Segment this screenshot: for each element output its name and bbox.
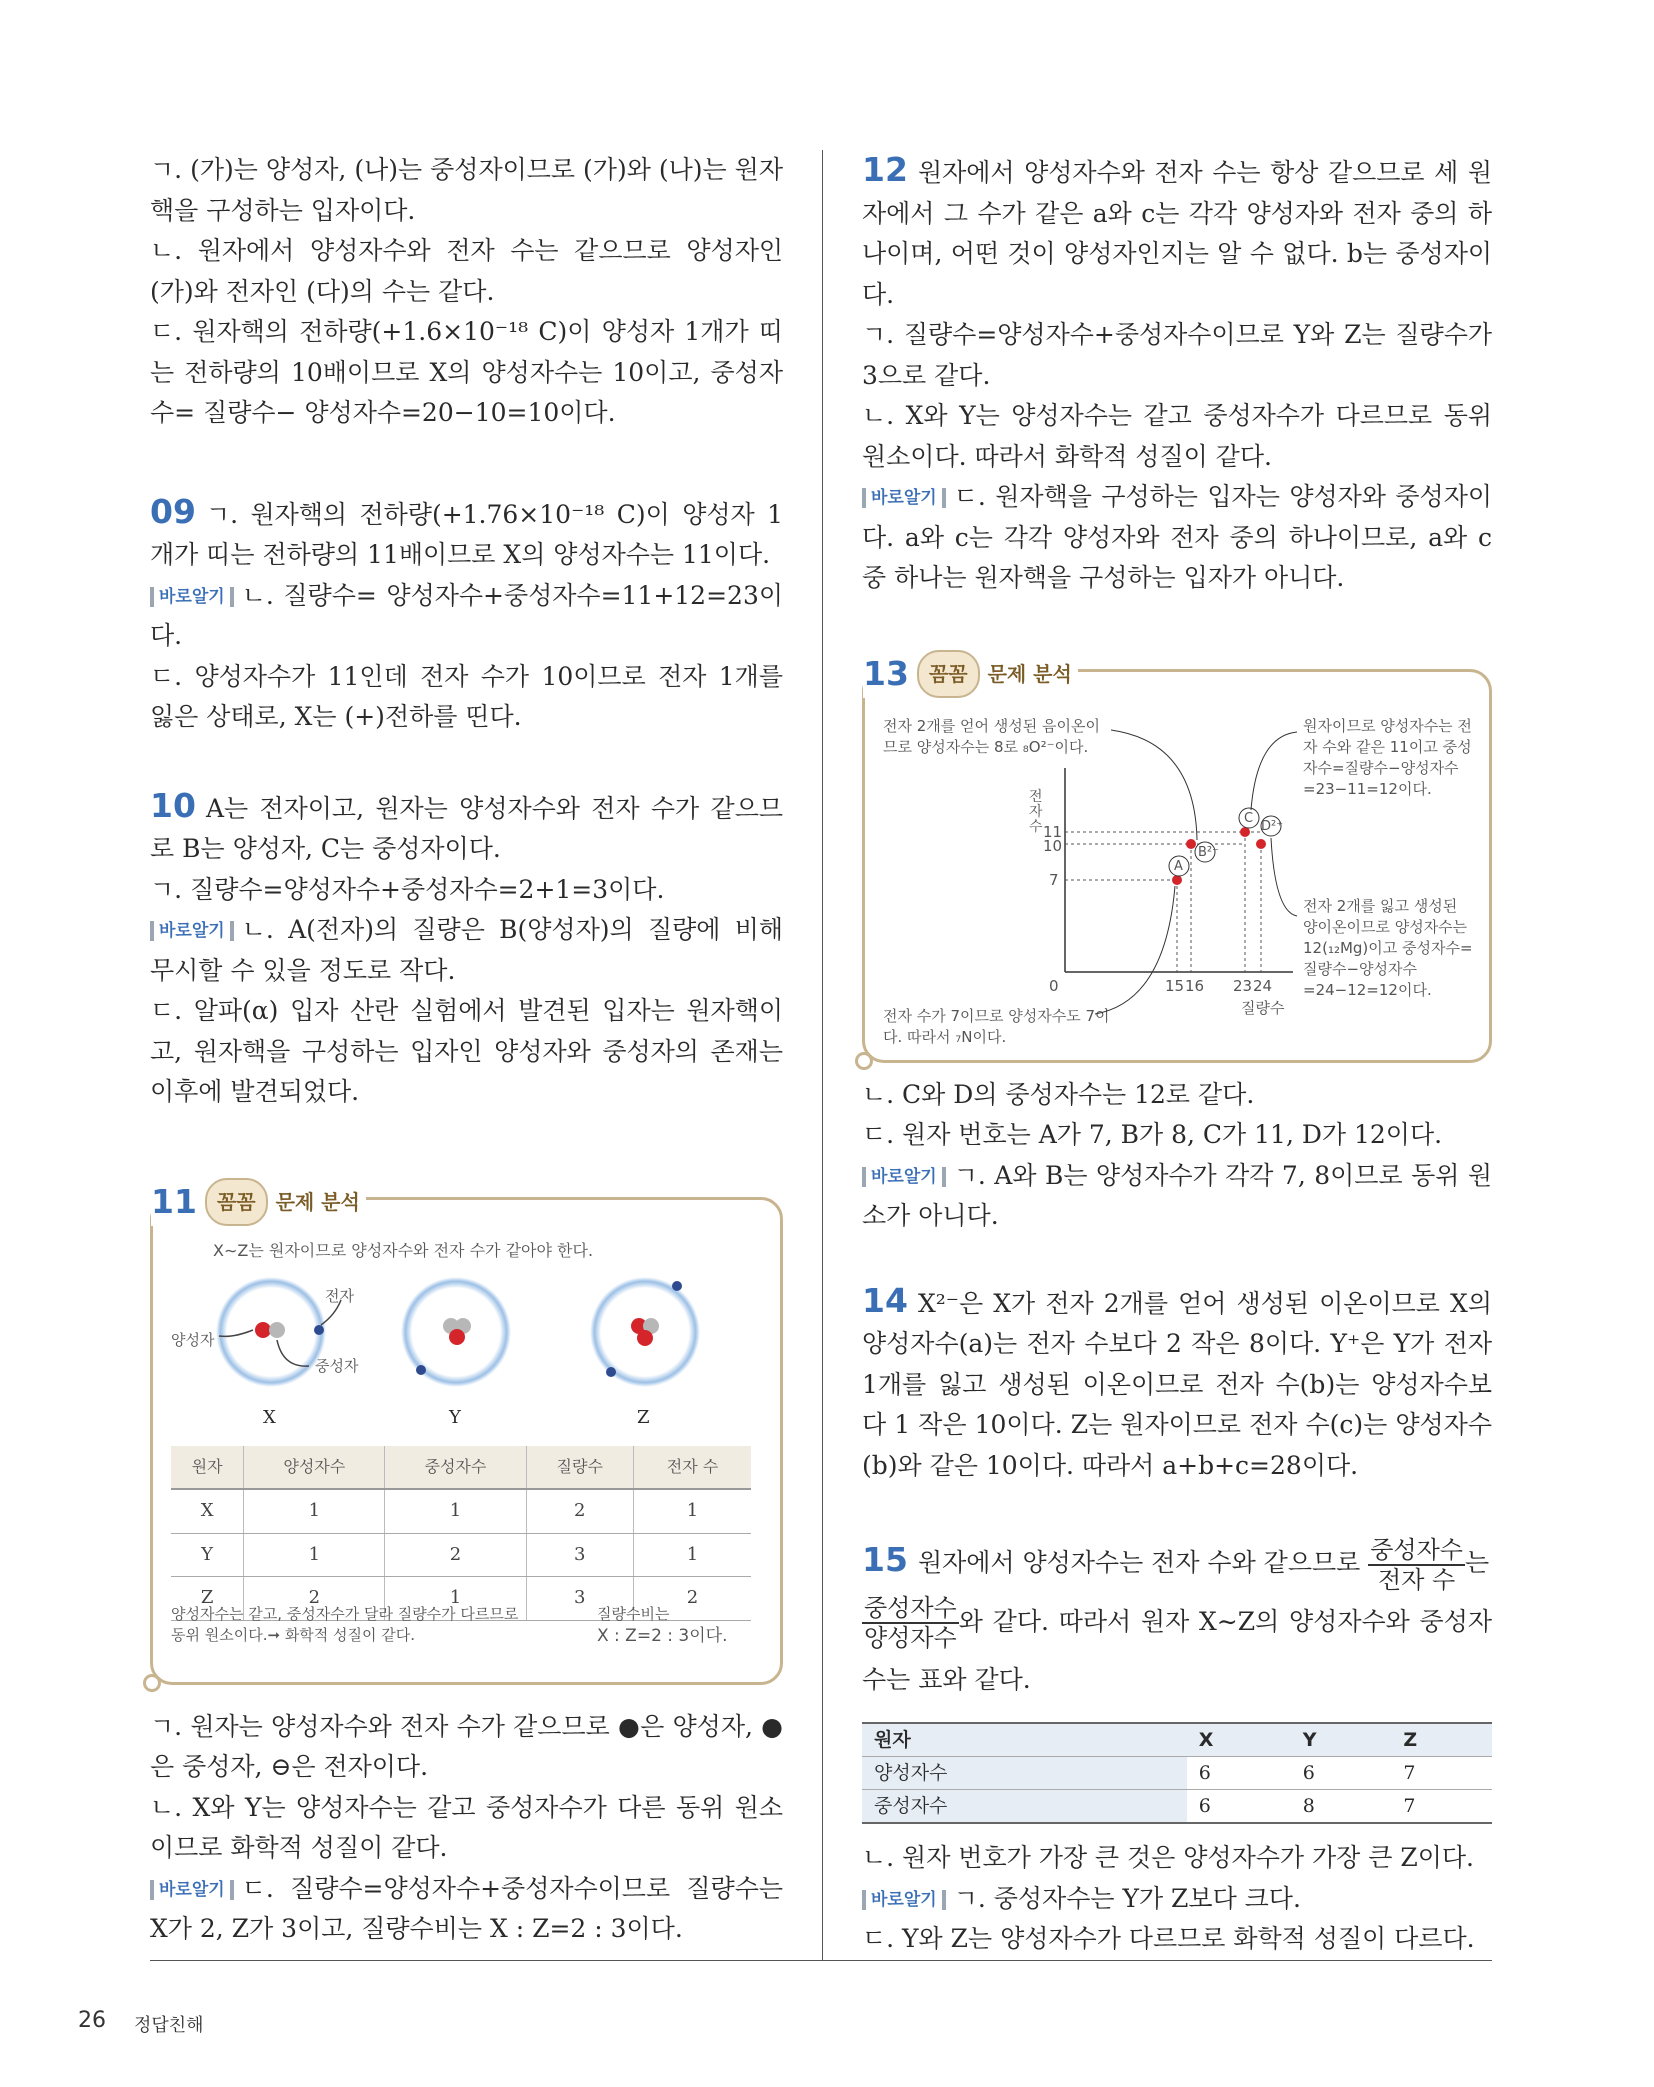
q15-answer-2: 바로알기 ㄱ. 중성자수는 Y가 Z보다 크다. [862,1879,1492,1920]
t15-header: 원자 [862,1723,1187,1757]
q13-panel-title: 문제 분석 [987,661,1072,686]
q11-note-right-2: X : Z=2 : 3이다. [597,1625,728,1646]
q13-panel-dot [855,1052,873,1070]
q12-line-2: ㄱ. 질량수=양성자수+중성자수이므로 Y와 Z는 질량수가 3으로 같다. [862,320,1492,390]
q11-answer-3: 바로알기 ㄷ. 질량수=양성자수+중성자수이므로 질량수는 X가 2, Z가 3이고, 질량수비는 X : Z=2 : 3이다. [150,1873,783,1943]
q13-answer-2: ㄷ. 원자 번호는 A가 7, B가 8, C가 11, D가 12이다. [862,1120,1443,1149]
q11-subtitle: X∼Z는 원자이므로 양성자수와 전자 수가 같아야 한다. [213,1240,594,1260]
t11-header: 원자 [171,1446,244,1490]
point-d [1256,839,1266,849]
page-number: 26 [78,2008,106,2033]
point-label-d: D²⁺ [1261,818,1284,834]
q10-number: 10 [150,785,196,825]
table-row: Z 2 1 3 2 [171,1577,751,1621]
label-proton: 양성자 [171,1330,215,1349]
q13-x-label: 질량수 [1241,998,1285,1017]
atom-label-z: Z [637,1406,650,1428]
atom-z-electron-1 [672,1281,682,1291]
arrow-to-b [1111,730,1197,840]
y-tick-10: 10 [1043,836,1063,855]
arrow-to-d [1271,838,1297,916]
q15-answer-3: ㄷ. Y와 Z는 양성자수가 다르므로 화학적 성질이 다르다. [862,1924,1475,1953]
q11-badge: 꼼꼼 [205,1178,268,1227]
intro-line-3: ㄷ. 원자핵의 전하량(+1.6×10⁻¹⁸ C)이 양성자 1개가 띠는 전하량의 10배이므로 X의 양성자수는 10이고, 중성자수= 질량수− 양성자수=20−10=10이다. [150,317,783,427]
q11-panel-dot [143,1674,161,1692]
q11-answer-1: ㄱ. 원자는 양성자수와 전자 수가 같으므로 ●은 양성자, ●은 중성자, ⊖은 전자이다. [150,1711,783,1781]
footer-rule [150,1960,1492,1961]
q13-answer-3: 바로알기 ㄱ. A와 B는 양성자수가 각각 7, 8이므로 동위 원소가 아니다. [862,1160,1492,1230]
q11-panel-title: 문제 분석 [275,1189,360,1214]
q15-line-1: 15 원자에서 양성자수는 전자 수와 같으므로 $\frac{\text{중성자수}}{\text{전자 수}}$ 는 [862,1535,1490,1594]
q11-table [171,1446,751,1621]
t15-header: Z [1391,1723,1492,1757]
y-tick-7: 7 [1049,870,1059,889]
x-tick-15: 15 [1165,976,1185,995]
q13-tag: 바로알기 [862,1167,946,1187]
t11-header: 질량수 [526,1446,633,1490]
q13-note-top-right: 원자이므로 양성자수는 전자 수와 같은 11이고 중성자수=질량수−양성자수=23−11=12이다. [1303,716,1472,798]
y-tick-11: 11 [1043,822,1063,841]
table-row: X 1 1 2 1 [171,1489,751,1533]
q13-note-bottom-left: 전자 수가 7이므로 양성자수도 7이다. 따라서 ₇N이다. [883,1006,1110,1046]
x-tick-16: 16 [1185,976,1205,995]
q11-analysis-panel [150,1181,783,1685]
q11-atom-diagram [153,1270,773,1420]
x-tick-24: 24 [1253,976,1273,995]
q09-line-3: ㄷ. 양성자수가 11인데 전자 수가 10이므로 전자 1개를 잃은 상태로, X는 (+)전하를 띤다. [150,661,783,731]
q12-line-3: ㄴ. X와 Y는 양성자수는 같고 중성자수가 다르므로 동위 원소이다. 따라서 화학적 성질이 같다. [862,401,1492,471]
table-row: Y 1 2 3 1 [171,1533,751,1577]
point-label-a: A [1174,858,1183,874]
q12-number: 12 [862,150,908,189]
point-b [1186,839,1196,849]
atom-label-x: X [263,1406,276,1428]
t15-header: X [1187,1723,1291,1757]
q13-badge: 꼼꼼 [917,650,980,699]
q15-tag: 바로알기 [862,1890,946,1910]
q11-tag: 바로알기 [150,1880,234,1900]
label-electron: 전자 [325,1286,354,1305]
column-divider [822,150,823,1960]
q13-note-top-left: 전자 2개를 얻어 생성된 음이온이므로 양성자수는 8로 ₈O²⁻이다. [883,716,1100,756]
q14-line-1: 14 X²⁻은 X가 전자 2개를 얻어 생성된 이온이므로 X의 양성자수(a)는 전자 수보다 2 작은 8이다. Y⁺은 Y가 전자 1개를 잃고 생성된 이온이므로 전자 수(b)는 양성자수보다 1 작은 10이다. Z는 원자이므로 전자 수(c)는 양성자수(b)와 같은 10이다. 따라서 a+b+c=28이다. [862,1280,1492,1480]
fraction-neutron-proton: $\frac{\text{중성자수}}{\text{양성자수}}$ [864,1594,957,1652]
t11-header: 양성자수 [244,1446,385,1490]
q12-line-1: 12 원자에서 양성자수와 전자 수는 항상 같으므로 세 원자에서 그 수가 같은 a와 c는 각각 양성자와 전자 중의 하나이며, 어떤 것이 양성자인지는 알 수 없다. b는 중성자이다. [862,150,1492,309]
atom-x-proton [255,1322,271,1338]
q12-line-4: 바로알기 ㄷ. 원자핵을 구성하는 입자는 양성자와 중성자이다. a와 c는 각각 양성자와 전자 중의 하나이므로, a와 c 중 하나는 원자핵을 구성하는 입자가 아니다. [862,482,1492,592]
t11-header: 전자 수 [633,1446,751,1490]
point-label-c: C [1244,810,1254,826]
intro-line-2: ㄴ. 원자에서 양성자수와 전자 수는 같으므로 양성자인 (가)와 전자인 (다)의 수는 같다. [150,236,783,306]
arrow-to-c [1251,732,1297,810]
atom-y-proton [449,1329,465,1345]
q13-analysis-panel [862,653,1492,1063]
q13-y-label: 전자 수 [1029,788,1043,835]
q11-number: 11 [151,1181,197,1221]
t11-header: 중성자수 [385,1446,526,1490]
q13-note-mid-right: 전자 2개를 잃고 생성된 양이온이므로 양성자수는 12(₁₂Mg)이고 중성자수=질량수−양성자수=24−12=12이다. [1303,896,1473,999]
left-column [150,150,783,1950]
q09-line-1: 09 ㄱ. 원자핵의 전하량(+1.76×10⁻¹⁸ C)이 양성자 1개가 띠는 전하량의 11배이므로 X의 양성자수는 11이다. [150,491,783,569]
atom-x-neutron [269,1322,285,1338]
q14-number: 14 [862,1280,908,1320]
right-column [862,150,1492,1960]
label-neutron: 중성자 [315,1356,359,1375]
table-row: 중성자수 6 8 7 [862,1790,1492,1824]
intro-line-1: ㄱ. (가)는 양성자, (나)는 중성자이므로 (가)와 (나)는 원자핵을 구성하는 입자이다. [150,155,783,225]
q09-tag: 바로알기 [150,587,234,607]
q10-line-1: 10 A는 전자이고, 원자는 양성자수와 전자 수가 같으므로 B는 양성자, C는 중성자이다. [150,785,783,863]
q15-table [862,1722,1492,1824]
atom-y-electron [416,1365,426,1375]
q15-number: 15 [862,1540,908,1579]
point-label-b: B²⁻ [1198,844,1219,860]
q09-number: 09 [150,491,196,531]
q10-tag: 바로알기 [150,921,234,941]
q10-line-2: ㄱ. 질량수=양성자수+중성자수=2+1=3이다. [150,874,665,904]
atom-z-proton-2 [637,1330,653,1346]
q11-answer-2: ㄴ. X와 Y는 양성자수는 같고 중성자수가 다른 동위 원소이므로 화학적 성질이 같다. [150,1792,783,1862]
t15-header: Y [1291,1723,1392,1757]
atom-z-electron-2 [606,1367,616,1377]
q11-note-right-1: 질량수비는 [597,1604,670,1623]
q10-line-3: 바로알기 ㄴ. A(전자)의 질량은 B(양성자)의 질량에 비해 무시할 수 있을 정도로 작다. [150,915,783,985]
page-label: 정답친해 [134,2015,204,2036]
q12-tag: 바로알기 [862,488,946,508]
table-row: 양성자수 6 6 7 [862,1757,1492,1790]
atom-x-electron [314,1325,324,1335]
q13-answer-1: ㄴ. C와 D의 중성자수는 12로 같다. [862,1079,1255,1109]
x-tick-23: 23 [1233,976,1253,995]
q15-line-2: $\frac{\text{중성자수}}{\text{양성자수}}$ 와 같다. 따라서 원자 X∼Z의 양성자수와 중성자수는 표와 같다. [862,1594,1492,1694]
fraction-neutron-electron: $\frac{\text{중성자수}}{\text{전자 수}}$ [1370,1535,1463,1594]
q11-panel-head [151,1178,366,1227]
q15-answer-1: ㄴ. 원자 번호가 가장 큰 것은 양성자수가 가장 큰 Z이다. [862,1843,1474,1872]
q10-line-4: ㄷ. 알파(α) 입자 산란 실험에서 발견된 입자는 원자핵이고, 원자핵을 구성하는 입자인 양성자와 중성자의 존재는 이후에 발견되었다. [150,996,783,1106]
y-tick-0: 0 [1049,976,1059,995]
q11-note-left: 양성자수는 같고, 중성자수가 달라 질량수가 다르므로 동위 원소이다.➞ 화학적 성질이 같다. [171,1604,519,1644]
q09-line-2: 바로알기 ㄴ. 질량수= 양성자수+중성자수=11+12=23이다. [150,580,783,650]
atom-label-y: Y [449,1406,461,1428]
q13-number: 13 [863,653,909,693]
arrow-to-a [1095,886,1175,1014]
